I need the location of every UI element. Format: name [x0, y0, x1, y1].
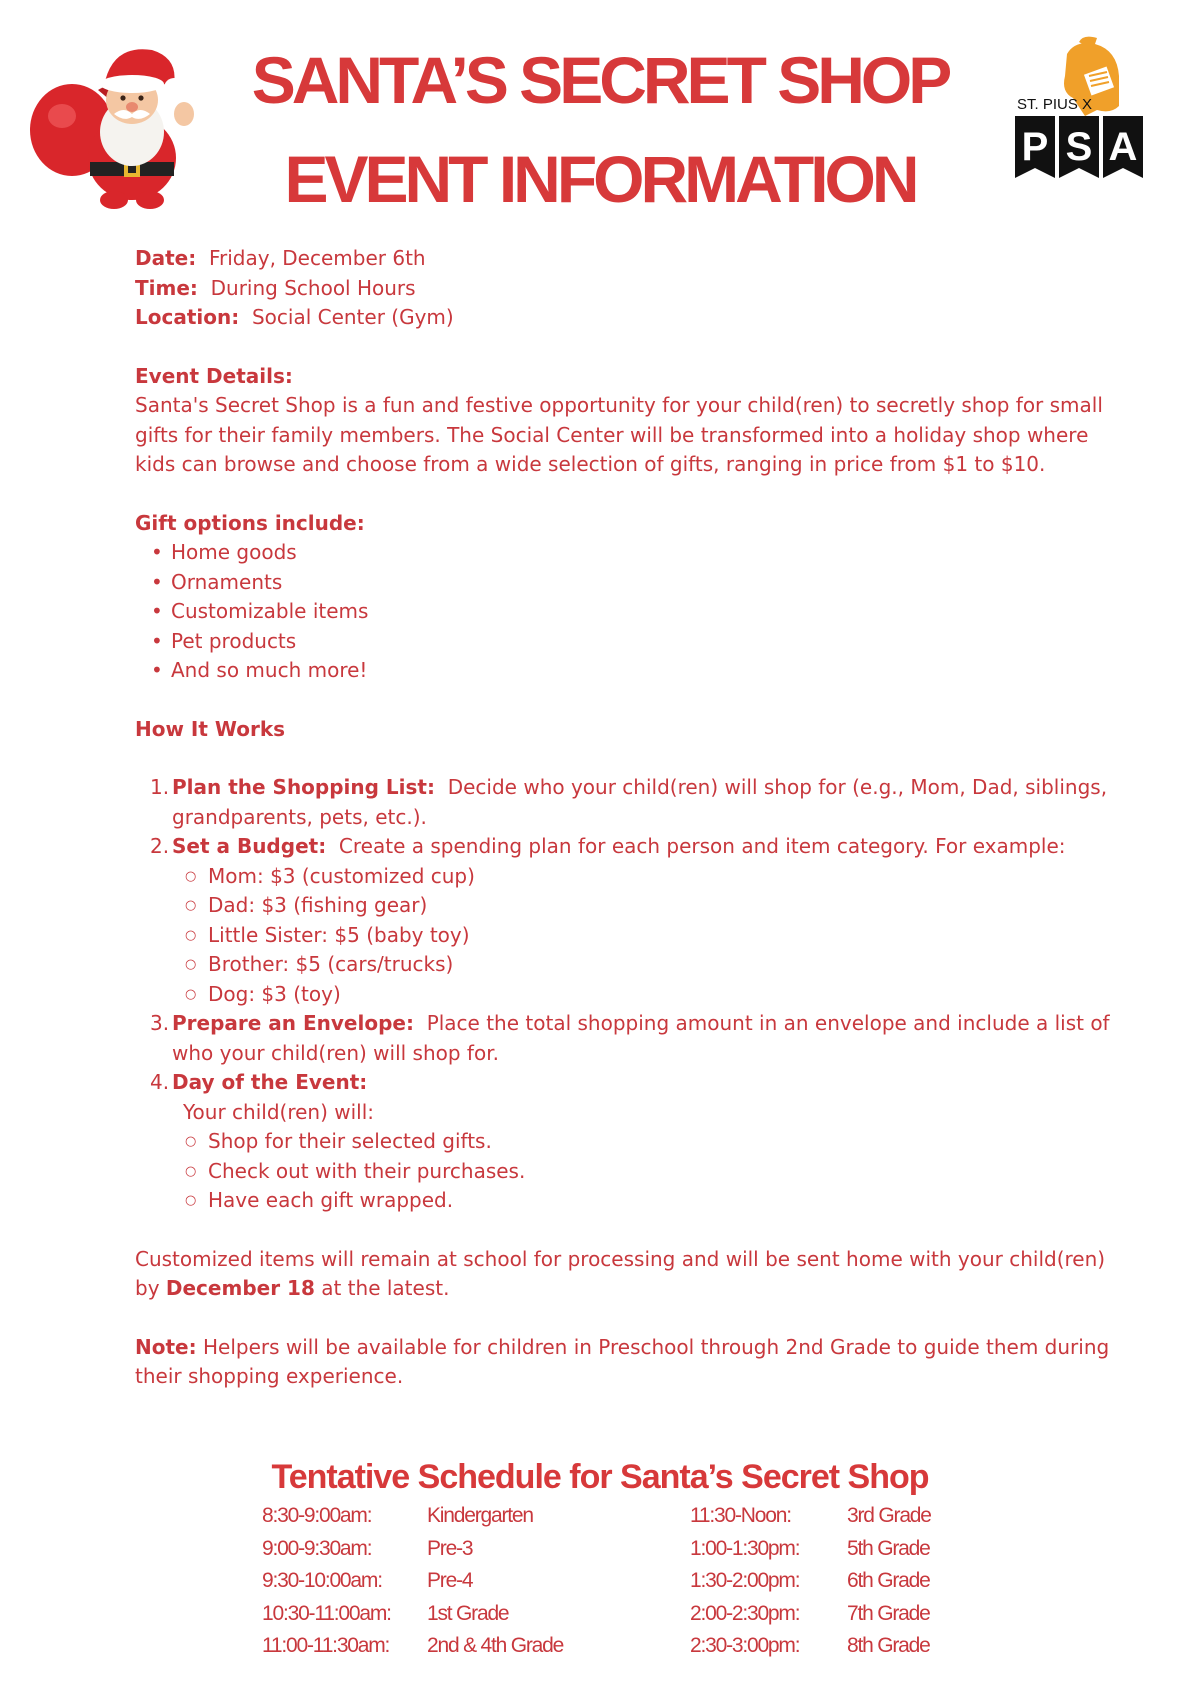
step-number: 3. — [150, 1011, 170, 1035]
schedule-time: 11:30-Noon: — [690, 1504, 791, 1528]
list-item: • Home goods — [135, 538, 1120, 568]
step-text: Create a spending plan for each person and item category. For example: — [338, 834, 1066, 858]
schedule-group: 7th Grade — [847, 1601, 930, 1625]
event-day-list — [172, 1127, 1120, 1216]
customized-note-text: Customized items will remain at school for processing and will be sent home with your child(ren) by — [135, 1246, 1106, 1300]
event-details-heading: Event Details: — [135, 363, 293, 388]
schedule-row — [690, 1533, 931, 1566]
helpers-note — [135, 1333, 1120, 1392]
date-label: Date: — [135, 246, 197, 270]
schedule-row — [262, 1630, 563, 1663]
schedule-time: 8:30-9:00am: — [262, 1504, 372, 1528]
schedule-group: Pre-4 — [427, 1569, 473, 1593]
title-line-1: SANTA’S SECRET SHOP — [251, 43, 949, 117]
location-line — [135, 303, 1120, 333]
list-item: ○ Mom: $3 (customized cup) — [172, 862, 1120, 892]
event-details-body: Santa's Secret Shop is a fun and festive opportunity for your child(ren) to secretly shop for small gifts for their family members. The Social Center will be transformed into a holiday shop where kids can browse and choose from a wide selection of gifts, ranging in price from $1 to $10. — [135, 393, 1103, 476]
schedule-row — [690, 1598, 931, 1631]
list-item: ○ Have each gift wrapped. — [172, 1186, 1120, 1216]
step-2 — [135, 832, 1120, 1009]
step-text: Decide who your child(ren) will shop for (e.g., Mom, Dad, siblings, grandparents, pets, etc.). — [172, 775, 1108, 829]
schedule-group: Pre-3 — [427, 1536, 473, 1560]
step-number: 4. — [150, 1070, 170, 1094]
note-label: Note: — [135, 1334, 197, 1359]
customized-note-date: December 18 — [165, 1276, 315, 1300]
logo-letter-p: P — [1021, 125, 1049, 169]
step-title: Day of the Event: — [172, 1070, 368, 1094]
step-number: 1. — [150, 775, 170, 799]
schedule-row — [262, 1533, 563, 1566]
schedule-row — [690, 1500, 931, 1533]
list-item: ○ Brother: $5 (cars/trucks) — [172, 950, 1120, 980]
date-line — [135, 244, 1120, 274]
schedule-row — [262, 1500, 563, 1533]
gift-options-heading: Gift options include: — [135, 510, 365, 535]
schedule-left-column — [262, 1500, 563, 1663]
title-line-2: EVENT INFORMATION — [284, 142, 916, 216]
step-intro: Your child(ren) will: — [183, 1099, 375, 1124]
logo-letter-s: S — [1065, 125, 1093, 169]
step-number: 2. — [150, 834, 170, 858]
schedule-title: Tentative Schedule for Santa’s Secret Shop — [271, 1458, 929, 1496]
schedule-group: 1st Grade — [427, 1601, 509, 1625]
step-title: Prepare an Envelope: — [172, 1011, 414, 1035]
how-it-works-steps — [135, 773, 1120, 1216]
list-item: ○ Dad: $3 (fishing gear) — [172, 891, 1120, 921]
customized-note-tail: at the latest. — [321, 1276, 450, 1300]
date-value: Friday, December 6th — [208, 246, 426, 270]
list-item: • Customizable items — [135, 597, 1120, 627]
logo-letter-a: A — [1108, 125, 1138, 169]
schedule-row — [690, 1630, 931, 1663]
schedule-time: 2:00-2:30pm: — [690, 1601, 800, 1625]
schedule-group: 3rd Grade — [847, 1504, 931, 1528]
schedule-group: 2nd & 4th Grade — [427, 1634, 564, 1658]
schedule-row — [690, 1565, 931, 1598]
schedule-group: 5th Grade — [847, 1536, 930, 1560]
location-value: Social Center (Gym) — [251, 305, 454, 329]
schedule-row — [262, 1598, 563, 1631]
customized-items-note — [135, 1245, 1120, 1304]
list-item: ○ Shop for their selected gifts. — [172, 1127, 1120, 1157]
schedule-time: 2:30-3:00pm: — [690, 1634, 800, 1658]
list-item: • Pet products — [135, 627, 1120, 657]
time-line — [135, 274, 1120, 304]
list-item: ○ Dog: $3 (toy) — [172, 980, 1120, 1010]
event-content — [135, 244, 1120, 1392]
list-item: ○ Little Sister: $5 (baby toy) — [172, 921, 1120, 951]
step-4 — [135, 1068, 1120, 1216]
note-text: Helpers will be available for children in Preschool through 2nd Grade to guide them during their shopping experience. — [135, 1334, 1110, 1388]
schedule-time: 10:30-11:00am: — [262, 1601, 391, 1625]
schedule-group: 8th Grade — [847, 1634, 930, 1658]
schedule-time: 1:00-1:30pm: — [690, 1536, 800, 1560]
schedule-time: 9:00-9:30am: — [262, 1536, 372, 1560]
schedule-right-column — [690, 1500, 931, 1663]
step-1 — [135, 773, 1120, 832]
schedule-group: Kindergarten — [427, 1504, 533, 1528]
step-title: Set a Budget: — [172, 834, 327, 858]
budget-examples — [172, 862, 1120, 1010]
time-label: Time: — [135, 275, 198, 300]
time-value: During School Hours — [210, 275, 416, 300]
how-it-works-heading: How It Works — [135, 716, 286, 741]
list-item: • And so much more! — [135, 656, 1120, 686]
list-item: • Ornaments — [135, 568, 1120, 598]
schedule-time: 1:30-2:00pm: — [690, 1569, 800, 1593]
schedule-row — [262, 1565, 563, 1598]
step-text: Place the total shopping amount in an envelope and include a list of who your child(ren) will shop for. — [172, 1011, 1110, 1065]
list-item: ○ Check out with their purchases. — [172, 1157, 1120, 1187]
logo-top-text: ST. PIUS X — [1017, 96, 1093, 113]
step-3 — [135, 1009, 1120, 1068]
schedule-time: 11:00-11:30am: — [262, 1634, 390, 1658]
location-label: Location: — [135, 305, 240, 329]
schedule-time: 9:30-10:00am: — [262, 1569, 382, 1593]
psa-logo — [1015, 36, 1145, 196]
step-title: Plan the Shopping List: — [172, 775, 435, 799]
gift-options-list — [135, 538, 1120, 686]
schedule-group: 6th Grade — [847, 1569, 930, 1593]
